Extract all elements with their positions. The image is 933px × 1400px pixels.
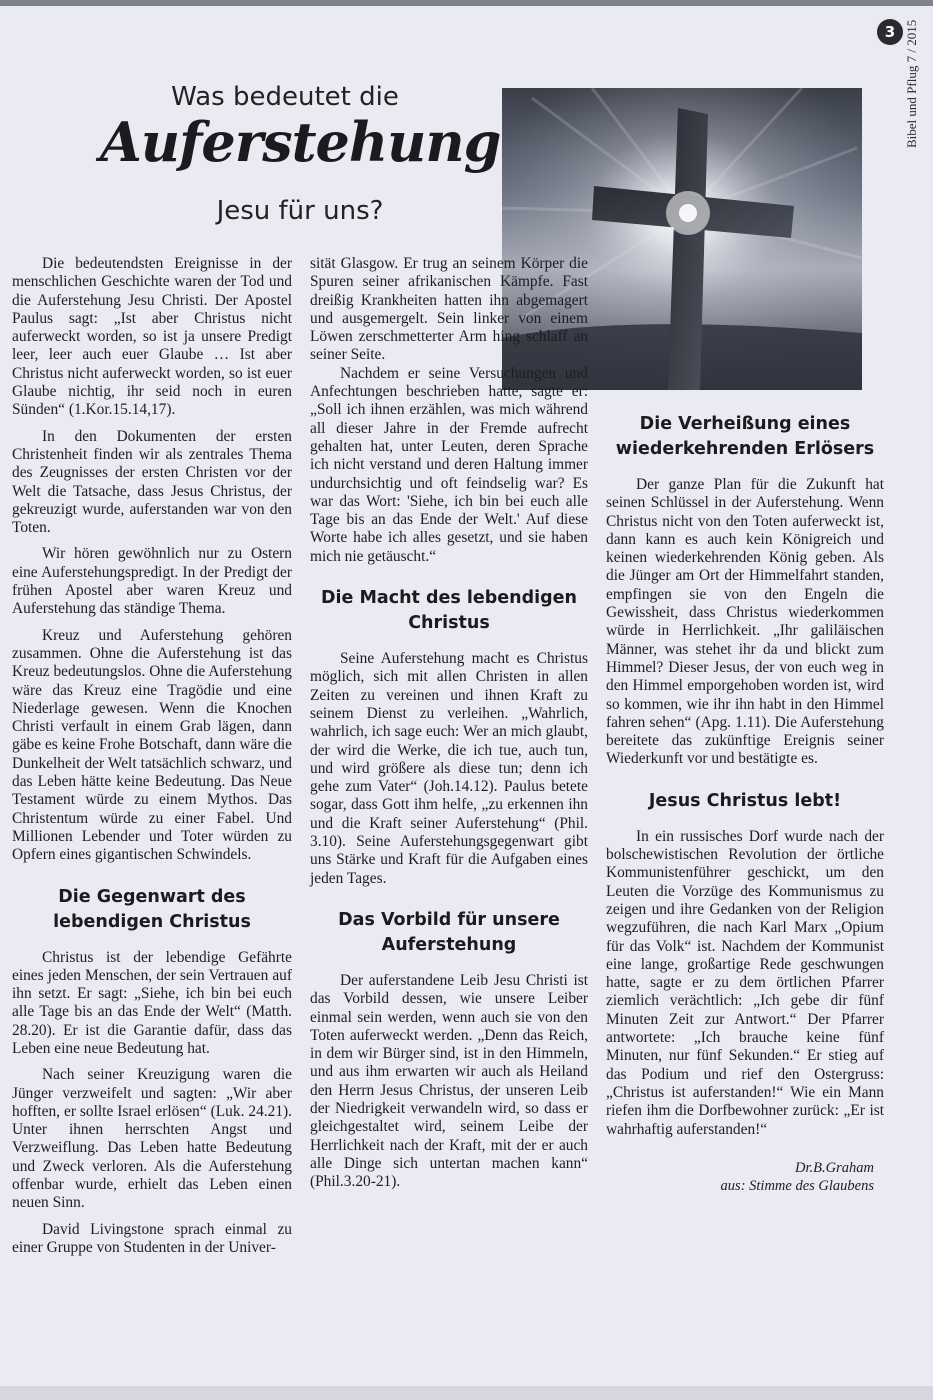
title-line-2: Auferstehung bbox=[100, 110, 501, 174]
section-heading: Die Macht des lebendigen Christus bbox=[320, 588, 577, 634]
author-signature: Dr.B.Graham bbox=[795, 1159, 874, 1176]
paragraph: Die bedeutendsten Ereignisse in der menschlichen Geschichte waren der Tod und die Auferstehung Jesu Christi. Der Apostel Paulus sagt: „Ist aber Christus nicht auferweckt worden, so ist ja unsere Predigt leer, leer auch euer Glaube … Ist aber Christus nicht auferweckt worden, so ist euer Glaube nichtig, ihr seid noch in euren Sünden“ (1.Kor.15.14,17). bbox=[12, 255, 292, 419]
section-heading: Die Gegenwart des lebendigen Christus bbox=[53, 886, 251, 932]
section-heading: Jesus Christus lebt! bbox=[648, 790, 842, 811]
paragraph: In ein russisches Dorf wurde nach der bolschewistischen Revolution der örtliche Kommunistenführer geschickt, um den Leuten die Vorzüge des Kommunismus zu zeigen und ihre Gedanken von der Religion wegzuführen, die nach Karl Marx „Opium für das Volk“ ist. Nachdem der Kommunist eine lange, großartige Rede geschwungen hatte, sagte er zu dem örtlichen Pfarrer ziemlich verächtlich: „Ich gebe dir fünf Minuten Zeit zur Antwort.“ Der Pfarrer antwortete: „Ich brauche keine fünf Minuten, nur fünf Sekunden.“ Er stieg auf das Podium und rief den Ostergruss: „Christus ist auferstanden!“ Wie ein Mann riefen ihm die Dorfbewohner zurück: „Er ist wahrhaftig auferstanden!“ bbox=[606, 827, 884, 1138]
paragraph: Nachdem er seine Versuchungen und Anfechtungen beschrieben hatte, sagte er: „Soll ich ihnen erzählen, was mich während all dieser Jahre in der Fremde aufrecht gehalten hat, unter Leuten, deren Sprache ich nicht verstand und deren Haltung immer undurchsichtig und oft feindselig war? Es war das Wort: 'Siehe, ich bin bei euch alle Tage bis an das Ende der Welt.' Auf diese Worte habe ich alles gesetzt, und sie haben mich nie getäuscht.“ bbox=[310, 364, 588, 565]
text-column-3 bbox=[606, 412, 884, 1195]
paragraph: Christus ist der lebendige Gefährte eines jeden Menschen, der sein Vertrauen auf ihn setzt. Er sagt: „Siehe, ich bin bei euch alle Tage bis an das Ende der Welt“ (Matth. 28.20). Er ist die Garantie dafür, dass das Leben eine neue Bedeutung hat. bbox=[12, 948, 292, 1057]
bottom-edge-band bbox=[0, 1386, 933, 1400]
text-column-1 bbox=[12, 255, 292, 1257]
section-heading: Das Vorbild für unsere Auferstehung bbox=[338, 909, 560, 955]
paragraph: In den Dokumenten der ersten Christenheit finden wir als zentrales Thema des Zeugnisses der ersten Christen vor der Welt die Tatsache, dass Jesus Christus, der gekreuzigt wurde, auferstanden war von den Toten. bbox=[12, 427, 292, 537]
title-line-1: Was bedeutet die bbox=[171, 82, 399, 112]
text-column-2 bbox=[310, 255, 588, 1191]
title-line-3: Jesu für uns? bbox=[216, 196, 384, 226]
paragraph: Wir hören gewöhnlich nur zu Ostern eine Auferstehungspredigt. In der Predigt der frühen Apostel aber waren Kreuz und Auferstehung das ständige Thema. bbox=[12, 545, 292, 618]
paragraph: Nach seiner Kreuzigung waren die Jünger verzweifelt und sagten: „Wir aber hofften, er sollte Israel erlösen“ (Luk. 24.21). Unter ihnen herrschten Angst und Verzweiflung. Das Leben hatte Bedeutung und Zweck verloren. Als die Auferstehung offenbar wurde, erhielt das Leben einen neuen Sinn. bbox=[12, 1066, 292, 1212]
paragraph: Kreuz und Auferstehung gehören zusammen. Ohne die Auferstehung ist das Kreuz bedeutungslos. Ohne die Auferstehung wäre das Kreuz eine Tragödie und eine Niederlage gewesen. Wenn die Knochen Christi verfault in einem Grab lägen, dann gäbe es keine Frohe Botschaft, dann wäre die Dunkelheit der Welt tatsächlich schwarz, und das Leben hätte keine Bedeutung. Das Neue Testament würde zu einem Mythos. Das Christentum würde zu einer Fabel. Und Millionen Lebender und Toter würden zu Opfern eines gigantischen Schwindels. bbox=[12, 626, 292, 864]
section-heading: Die Verheißung eines wiederkehrenden Erlösers bbox=[615, 414, 875, 459]
source-citation: aus: Stimme des Glaubens bbox=[720, 1177, 874, 1194]
top-edge-band bbox=[0, 0, 933, 6]
paragraph: Der auferstandene Leib Jesu Christi ist das Vorbild dessen, wie unsere Leiber einmal sein werden, wenn auch sie von den Toten auferweckt werden. „Denn das Reich, in dem wir Bürger sind, ist in den Himmeln, und aus ihm erwarten wir auch als Heiland den Herrn Jesus Christus, der unseren Leib der Niedrigkeit verwandeln wird, so dass er gleichgestaltet wird, seinem Leibe der Herrlichkeit nach der Kraft, mit der er auch alle Dinge sich untertan machen kann“ (Phil.3.20-21). bbox=[310, 971, 588, 1191]
page-number-badge: 3 bbox=[877, 19, 903, 45]
paragraph: sität Glasgow. Er trug an seinem Körper die Spuren seiner afrikanischen Kämpfe. Fast dreißig Krankheiten hatten ihn abgemagert und ausgemergelt. Sein linker von einem Löwen zerschmetterter Arm hing schlaff an seiner Seite. bbox=[310, 255, 588, 364]
paragraph: David Livingstone sprach einmal zu einer Gruppe von Studenten in der Univer- bbox=[12, 1220, 292, 1256]
paragraph: Der ganze Plan für die Zukunft hat seinen Schlüssel in der Auferstehung. Wenn Christus nicht von den Toten auferweckt ist, dann kann es auch kein Königreich und keinen wiederkehrenden König geben. Als die Jünger am Ort der Himmelfahrt standen, empfingen sie von den Engeln die Gewissheit, dass Christus wiederkommen würde in Herrlichkeit. „Ihr galiläischen Männer, was stehet ihr da und blickt zum Himmel? Dieser Jesus, der von euch weg in den Himmel emporgehoben worden ist, wird so kommen, wie ihr ihn habt in den Himmel fahren sehen“ (Apg. 1.11). Die Auferstehung bereitete das zukünftige Ereignis seiner Wiederkunft vor und bestätigte es. bbox=[606, 476, 884, 768]
magazine-issue-label: Bibel und Pflug 7 / 2015 bbox=[904, 19, 919, 148]
paragraph: Seine Auferstehung macht es Christus möglich, sich mit allen Christen in allen Zeiten zu vereinen und ihnen Kraft zu seinem Dienst zu verleihen. „Wahrlich, wahrlich, ich sage euch: Wer an mich glaubt, der wird die Werke, die ich tue, auch tun, und wird größere als diese tun; denn ich gehe zum Vater“ (Joh.14.12). Paulus betete sogar, dass Gott ihm helfe, „zu erkennen ihn und die Kraft seiner Auferstehung“ (Phil. 3.10). Seine Auferstehungsgegenwart gibt uns Stärke und Kraft für die Aufgaben eines jeden Tages. bbox=[310, 650, 588, 887]
